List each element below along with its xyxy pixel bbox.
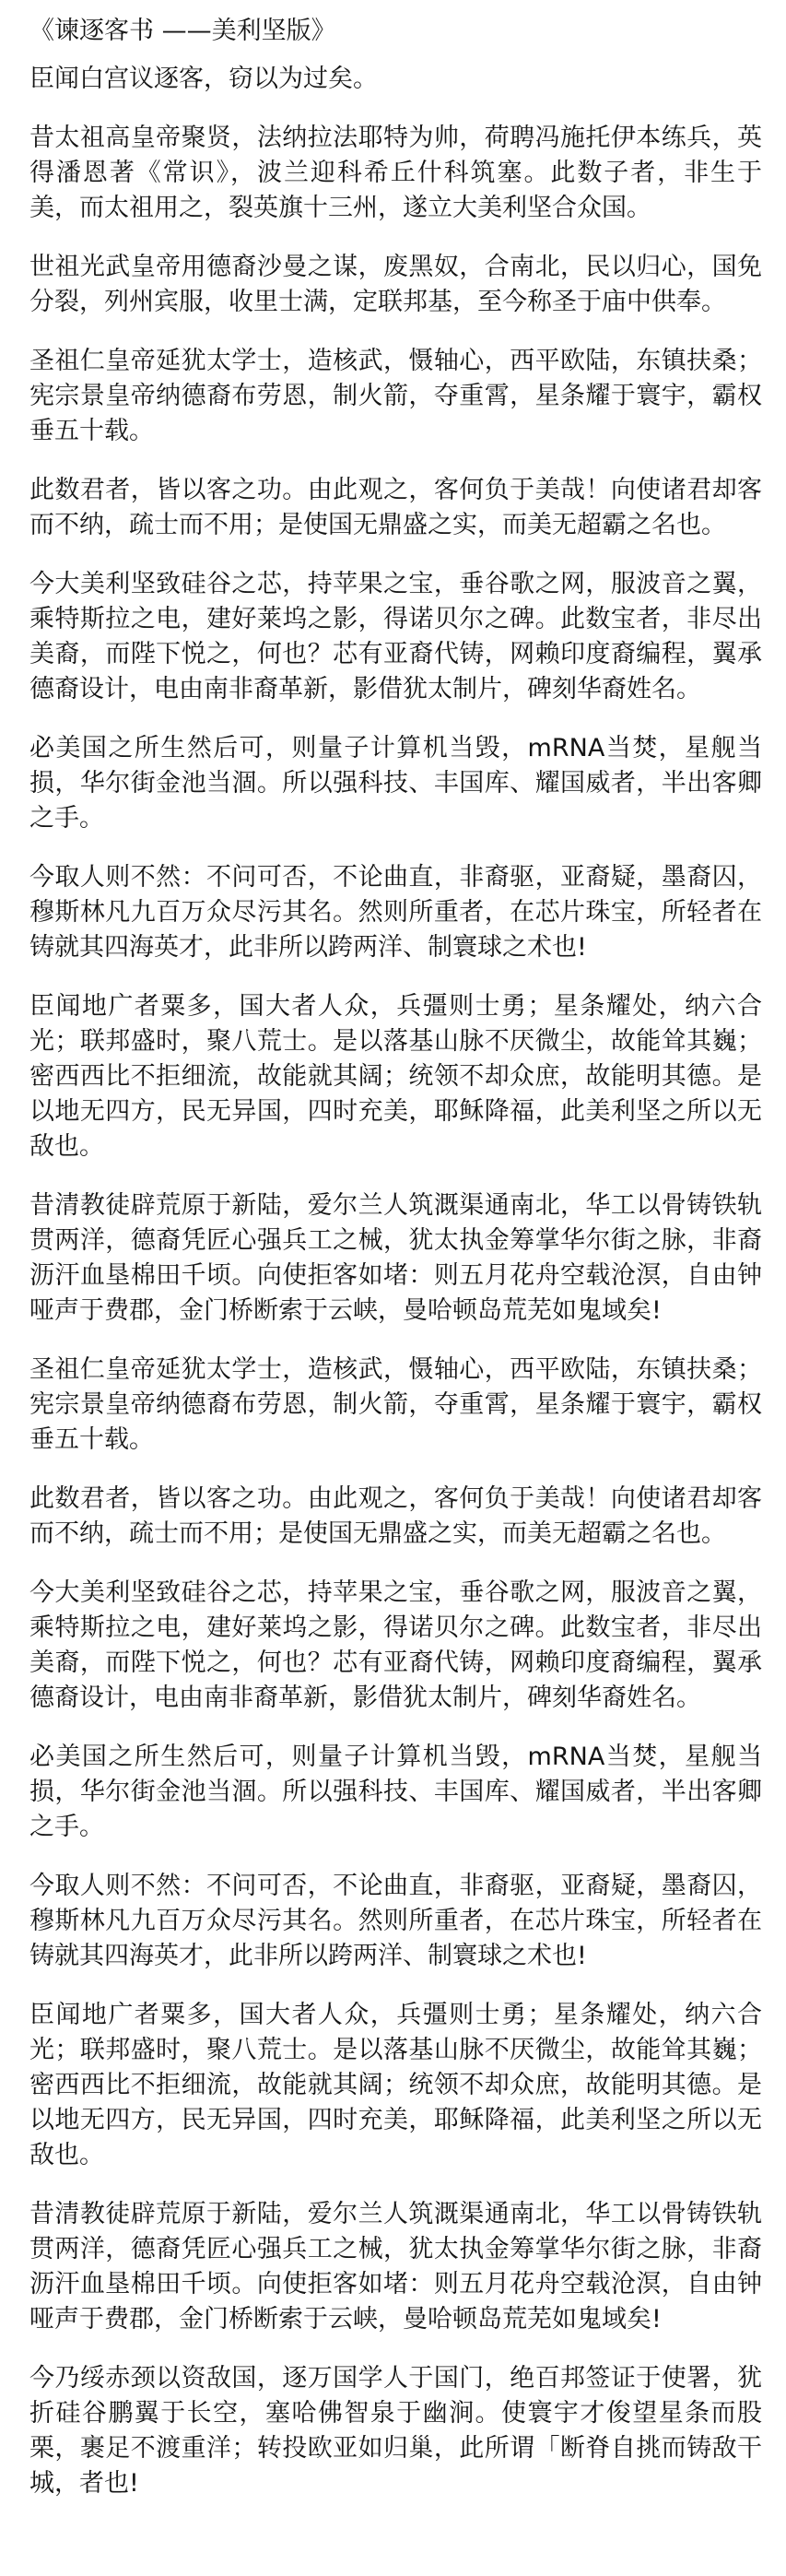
paragraph: 今乃绥赤颈以资敌国，逐万国学人于国门，绝百邦签证于使署，犹折硅谷鹏翼于长空，塞哈佛智泉于幽涧。使寰宇才俊望星条而股栗，裹足不渡重洋；转投欧亚如归巢，此所谓「断脊自挑而铸敌干城，者也!: [29, 2364, 762, 2498]
paragraph: 此数君者，皆以客之功。由此观之，客何负于美哉！向使诸君却客而不纳，疏士而不用；是使国无鼎盛之实，而美无超霸之名也。: [29, 1484, 762, 1548]
paragraph: 今大美利坚致硅谷之芯，持苹果之宝，垂谷歌之网，服波音之翼，乘特斯拉之电，建好莱坞之影，得诺贝尔之碑。此数宝者，非尽出美裔，而陛下悦之，何也？芯有亚裔代铸，网赖印度裔编程，翼承德裔设计，电由南非裔革新，影借犹太制片，碑刻华裔姓名。: [29, 570, 762, 703]
paragraph: 世祖光武皇帝用德裔沙曼之谋，废黑奴，合南北，民以归心，国免分裂，列州宾服，收里士满，定联邦基，至今称圣于庙中供奉。: [29, 253, 762, 316]
document-title: 《谏逐客书 ——美利坚版》: [29, 17, 336, 45]
paragraph: 今取人则不然：不问可否，不论曲直，非裔驱，亚裔疑，墨裔囚，穆斯林凡九百万众尽污其名。然则所重者，在芯片珠宝，所轻者在铸就其四海英才，此非所以跨两洋、制寰球之术也!: [29, 1872, 762, 1970]
paragraph: 昔清教徒辟荒原于新陆，爱尔兰人筑溉渠通南北，华工以骨铸铁轨贯两洋，德裔凭匠心强兵工之械，犹太执金筹掌华尔街之脉，非裔沥汗血垦棉田千顷。向使拒客如堵：则五月花舟空载沧溟，自由钟哑声于费郡，金门桥断索于云峡，曼哈顿岛荒芜如鬼域矣!: [29, 1191, 762, 1325]
paragraph: 必美国之所生然后可，则量子计算机当毁，mRNA当焚，星舰当损，华尔街金池当涸。所以强科技、丰国库、耀国威者，半出客卿之手。: [29, 1743, 762, 1841]
paragraph: 昔太祖高皇帝聚贤，法纳拉法耶特为帅，荷聘冯施托伊本练兵，英得潘恩著《常识》，波兰迎科希丘什科筑塞。此数子者，非生于美，而太祖用之，裂英旗十三州，遂立大美利坚合众国。: [29, 124, 762, 222]
paragraph: 今大美利坚致硅谷之芯，持苹果之宝，垂谷歌之网，服波音之翼，乘特斯拉之电，建好莱坞之影，得诺贝尔之碑。此数宝者，非尽出美裔，而陛下悦之，何也？芯有亚裔代铸，网赖印度裔编程，翼承德裔设计，电由南非裔革新，影借犹太制片，碑刻华裔姓名。: [29, 1578, 762, 1712]
paragraph: 臣闻白宫议逐客，窃以为过矣。: [29, 65, 378, 93]
paragraph: 今取人则不然：不问可否，不论曲直，非裔驱，亚裔疑，墨裔囚，穆斯林凡九百万众尽污其名。然则所重者，在芯片珠宝，所轻者在铸就其四海英才，此非所以跨两洋、制寰球之术也!: [29, 863, 762, 962]
paragraph: 必美国之所生然后可，则量子计算机当毁，mRNA当焚，星舰当损，华尔街金池当涸。所以强科技、丰国库、耀国威者，半出客卿之手。: [29, 734, 762, 833]
paragraph: 圣祖仁皇帝延犹太学士，造核武，慑轴心，西平欧陆，东镇扶桑；宪宗景皇帝纳德裔布劳恩，制火箭，夺重霄，星条耀于寰宇，霸权垂五十载。: [29, 1355, 762, 1454]
paragraph: 圣祖仁皇帝延犹太学士，造核武，慑轴心，西平欧陆，东镇扶桑；宪宗景皇帝纳德裔布劳恩，制火箭，夺重霄，星条耀于寰宇，霸权垂五十载。: [29, 347, 762, 445]
document-body: [29, 62, 762, 2501]
paragraph: 昔清教徒辟荒原于新陆，爱尔兰人筑溉渠通南北，华工以骨铸铁轨贯两洋，德裔凭匠心强兵工之械，犹太执金筹掌华尔街之脉，非裔沥汗血垦棉田千顷。向使拒客如堵：则五月花舟空载沧溟，自由钟哑声于费郡，金门桥断索于云峡，曼哈顿岛荒芜如鬼域矣!: [29, 2200, 762, 2334]
paragraph: 此数君者，皆以客之功。由此观之，客何负于美哉！向使诸君却客而不纳，疏士而不用；是使国无鼎盛之实，而美无超霸之名也。: [29, 476, 762, 539]
paragraph: 臣闻地广者粟多，国大者人众，兵彊则士勇；星条耀处，纳六合光；联邦盛时，聚八荒士。是以落基山脉不厌微尘，故能耸其巍；密西西比不拒细流，故能就其阔；统领不却众庶，故能明其德。是以地无四方，民无异国，四时充美，耶稣降福，此美利坚之所以无敌也。: [29, 2001, 762, 2169]
paragraph: 臣闻地广者粟多，国大者人众，兵彊则士勇；星条耀处，纳六合光；联邦盛时，聚八荒士。是以落基山脉不厌微尘，故能耸其巍；密西西比不拒细流，故能就其阔；统领不却众庶，故能明其德。是以地无四方，民无异国，四时充美，耶稣降福，此美利坚之所以无敌也。: [29, 992, 762, 1161]
